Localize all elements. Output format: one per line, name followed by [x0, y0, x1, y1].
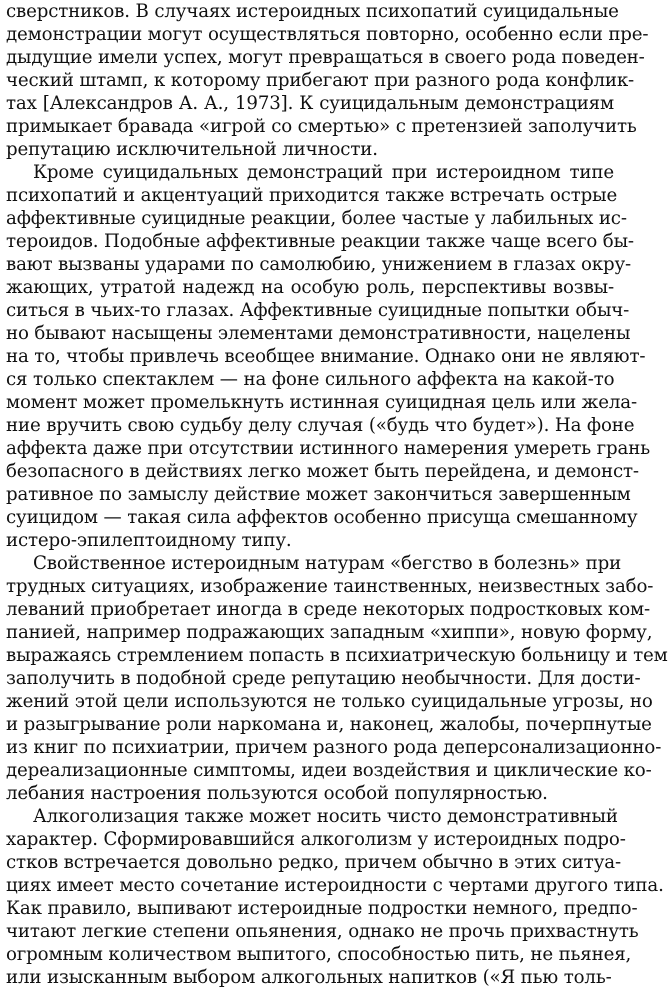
text-line: стков встречается довольно редко, причем обычно в этих ситуа-	[6, 852, 621, 873]
text-line: дереализационные симптомы, идеи воздействия и циклические ко-	[6, 760, 652, 781]
text-line: ситься в чьих-то глазах. Аффективные суицидные попытки обыч-	[6, 300, 630, 321]
text-line: огромным количеством выпитого, способностью пить, не пьянея,	[6, 944, 632, 965]
text-line: дыдущие имели успех, могут превращаться в своего рода поведен-	[6, 47, 645, 68]
text-line: истеро-эпилептоидному типу.	[6, 530, 292, 551]
text-line: вают вызваны ударами по самолюбию, унижением в глазах окру-	[6, 254, 632, 275]
text-line: ся только спектаклем — на фоне сильного аффекта на какой-то	[6, 369, 615, 390]
text-line: жений этой цели используются не только суицидальные угрозы, но	[6, 691, 653, 712]
text-line: панией, например подражающих западным «хиппи», новую форму,	[6, 622, 653, 643]
text-line: суицидом — такая сила аффектов особенно присуща смешанному	[6, 507, 638, 528]
paragraph-first-line: Кроме суицидальных демонстраций при истероидном типе	[33, 162, 614, 183]
text-line: тероидов. Подобные аффективные реакции также чаще всего бы-	[6, 231, 634, 252]
text-line: сверстников. В случаях истероидных психопатий суицидальные	[6, 1, 619, 22]
text-line: и разыгрывание роли наркомана и, наконец, жалобы, почерпнутые	[6, 714, 652, 735]
paragraph-first-line: Алкоголизация также может носить чисто демонстративный	[33, 806, 618, 827]
text-line: примыкает бравада «игрой со смертью» с претензией заполучить	[6, 116, 637, 137]
text-line: но бывают насыщены элементами демонстративности, нацелены	[6, 323, 631, 344]
text-line: характер. Сформировавшийся алкоголизм у истероидных подро-	[6, 829, 626, 850]
paragraph-first-line: Свойственное истероидным натурам «бегство в болезнь» при	[33, 553, 622, 574]
text-line: ческий штамп, к которому прибегают при разного рода конфлик-	[6, 70, 635, 91]
text-line: репутацию исключительной личности.	[6, 139, 378, 160]
text-line: читают легкие степени опьянения, однако не прочь прихвастнуть	[6, 921, 639, 942]
text-line: трудных ситуациях, изображение таинственных, неизвестных забо-	[6, 576, 654, 597]
text-line: безопасного в действиях легко может быть перейдена, и демонст-	[6, 461, 639, 482]
text-line: выражаясь стремлением попасть в психиатрическую больницу и тем	[6, 645, 668, 666]
text-line: лебания настроения пользуются особой популярностью.	[6, 783, 548, 804]
text-line: психопатий и акцентуаций приходится также встречать острые	[6, 185, 618, 206]
text-line: ративное по замыслу действие может закончиться завершенным	[6, 484, 631, 505]
text-line: жающих, утратой надежд на особую роль, перспективы возвы-	[6, 277, 614, 298]
text-line: момент может промелькнуть истинная суицидная цель или жела-	[6, 392, 637, 413]
text-line: или изысканным выбором алкогольных напитков («Я пью толь-	[6, 967, 612, 988]
text-line: Как правило, выпивают истероидные подростки немного, предпо-	[6, 898, 638, 919]
text-line: аффекта даже при отсутствии истинного намерения умереть грань	[6, 438, 650, 459]
text-line: аффективные суицидные реакции, более частые у лабильных ис-	[6, 208, 627, 229]
text-line: из книг по психиатрии, причем разного рода деперсонализационно-	[6, 737, 662, 758]
text-line: леваний приобретает иногда в среде некоторых подростковых ком-	[6, 599, 651, 620]
text-line: циях имеет место сочетание истероидности с чертами другого типа.	[6, 875, 664, 896]
text-line: заполучить в подобной среде репутацию необычности. Для дости-	[6, 668, 641, 689]
text-line: ние вручить свою судьбу делу случая («будь что будет»). На фоне	[6, 415, 635, 436]
text-line: демонстрации могут осуществляться повторно, особенно если пре-	[6, 24, 649, 45]
text-line: на то, чтобы привлечь всеобщее внимание. Однако они не являют-	[6, 346, 646, 367]
text-line: тах [Александров А. А., 1973]. К суицидальным демонстрациям	[6, 93, 614, 114]
